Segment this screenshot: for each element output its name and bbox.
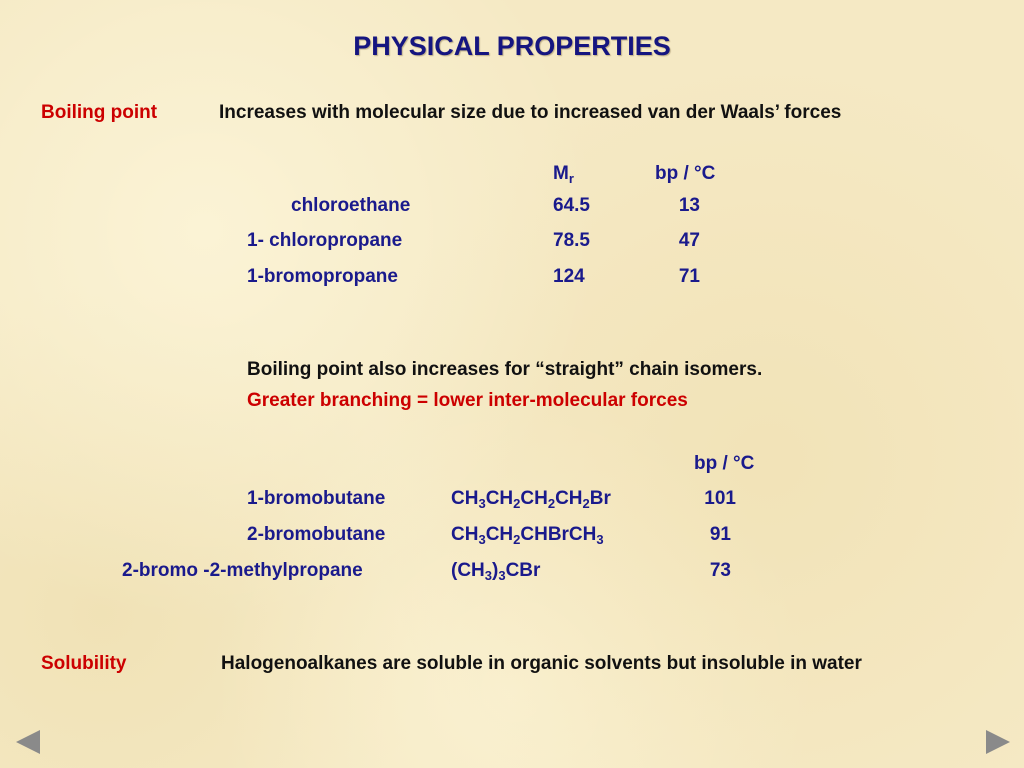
triangle-right-icon[interactable] <box>986 730 1010 754</box>
isomer-note: Boiling point also increases for “straight” chain isomers. <box>247 359 763 380</box>
compound-bp: 71 <box>678 266 700 287</box>
solubility-description: Halogenoalkanes are soluble in organic solvents but insoluble in water <box>221 653 862 674</box>
compound-mr: 78.5 <box>553 230 590 251</box>
boiling-point-description: Increases with molecular size due to increased van der Waals’ forces <box>219 102 842 123</box>
boiling-point-label: Boiling point <box>41 102 158 123</box>
isomer-formula: $CH_3CH_2CH_2CH_2Br$ <box>451 488 611 511</box>
isomer-bp-header: bp / °C <box>694 453 755 474</box>
compound-name: 1-bromopropane <box>247 266 398 287</box>
mr-column-header: $M_r$ <box>553 163 574 186</box>
isomer-formula: $(CH_3)_3CBr$ <box>451 560 541 583</box>
branching-note: Greater branching = lower inter-molecular forces <box>247 390 688 411</box>
bp-column-header: bp / °C <box>655 163 716 184</box>
isomer-name: 2-bromo -2-methylpropane <box>122 560 363 581</box>
compound-name: 1- chloropropane <box>247 230 403 251</box>
isomer-name: 2-bromobutane <box>247 524 386 545</box>
triangle-left-icon[interactable] <box>16 730 40 754</box>
isomer-formula: $CH_3CH_2CHBrCH_3$ <box>451 524 604 547</box>
compound-mr: 64.5 <box>553 195 590 216</box>
compound-name: chloroethane <box>291 195 411 216</box>
compound-mr: 124 <box>553 266 585 287</box>
isomer-bp: 91 <box>709 524 731 545</box>
compound-bp: 47 <box>678 230 700 251</box>
page-title: PHYSICAL PROPERTIES <box>353 31 671 61</box>
isomer-name: 1-bromobutane <box>247 488 386 509</box>
isomer-bp: 73 <box>709 560 731 581</box>
compound-bp: 13 <box>678 195 700 216</box>
isomer-bp: 101 <box>704 488 736 509</box>
solubility-label: Solubility <box>41 653 127 674</box>
